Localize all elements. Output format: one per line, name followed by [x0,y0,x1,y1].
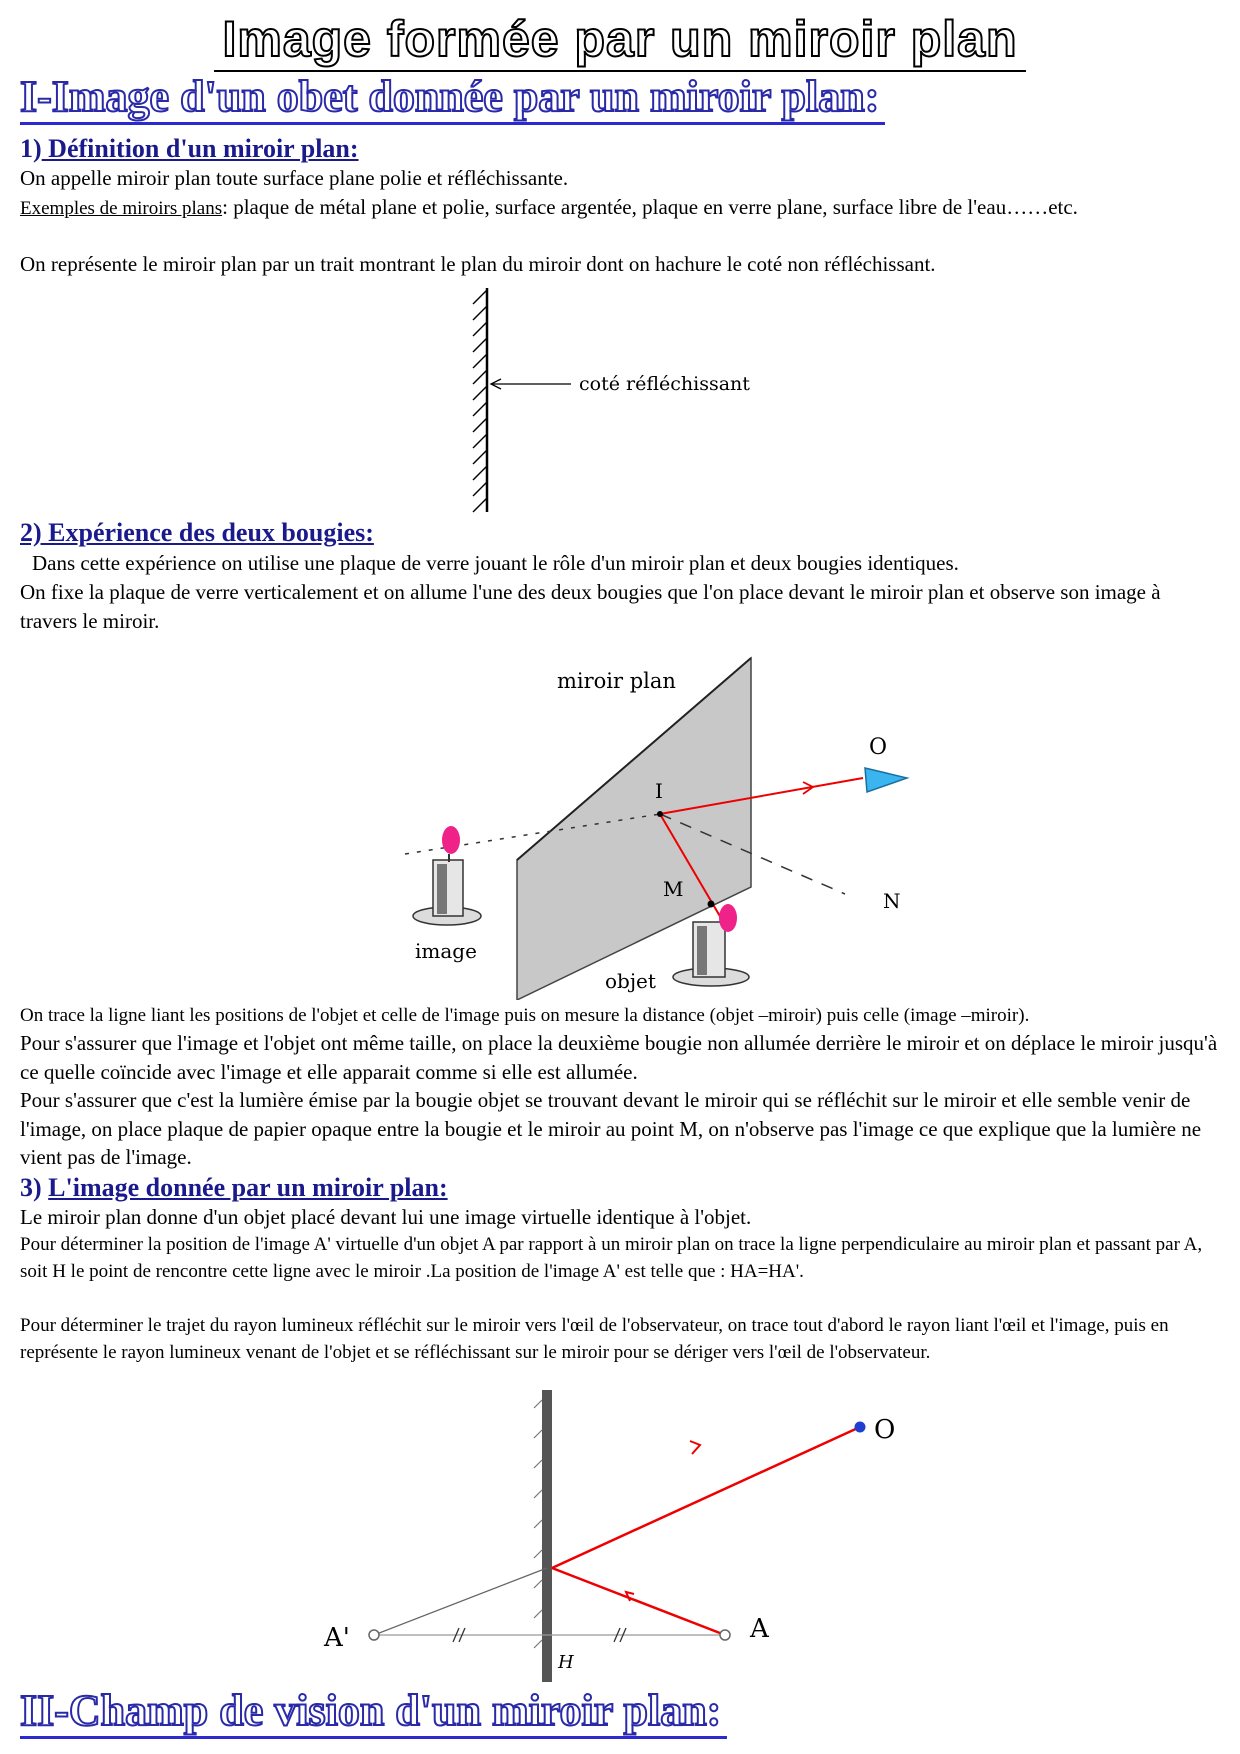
representation-text: On représente le miroir plan par un trait montrant le plan du miroir dont on hachure le coté non réfléchissant. [20,252,936,276]
image-construction-figure [270,1390,950,1682]
ray-path-text: Pour déterminer le trajet du rayon lumineux réfléchit sur le miroir vers l'œil de l'observateur, on trace tout d'abord le rayon liant l'œil et l'image, puis en représente le rayon lumineux venant de l'objet et se réfléchissant sur le miroir pour se dériger vers l'œil de l'observateur. [20,1315,1169,1363]
page-title: Image formée par un miroir plan [0,10,1240,72]
definition-text: On appelle miroir plan toute surface plane polie et réfléchissante. [20,166,569,190]
svg-text:O: O [874,1415,896,1445]
mirror-label: miroir plan [557,669,676,693]
reflecting-side-label: coté réfléchissant [579,373,750,395]
subsection-2-heading: 2) Expérience des deux bougies: [20,518,374,547]
subsection-3-heading: 3) L'image donnée par un miroir plan: [20,1173,448,1202]
experiment-measure-text: On trace la ligne liant les positions de l'objet et celle de l'image puis on mesure la distance (objet –miroir) puis celle (image –miroir). [20,1005,1030,1026]
subsection-1-heading: 1) Définition d'un miroir plan: [20,134,359,163]
svg-text:objet: objet [605,969,656,993]
svg-text:N: N [883,889,901,913]
svg-text:image: image [415,939,477,963]
eye-icon [865,768,907,792]
examples-text: Exemples de miroirs plans: plaque de métal plane et polie, surface argentée, plaque en verre plane, surface libre de l'eau……etc. [20,195,1078,219]
svg-text:A': A' [324,1623,350,1653]
mirror-symbol-figure [455,280,785,518]
experiment-setup: On fixe la plaque de verre verticalement et on allume l'une des deux bougies que l'on place devant le miroir plan et observe son image à travers le miroir. [20,580,1161,633]
svg-text:O: O [869,735,888,760]
svg-text:I: I [655,779,663,803]
experiment-size-text: Pour s'assurer que l'image et l'objet ont même taille, on place la deuxième bougie non allumée derrière le miroir et on déplace le miroir jusqu'à ce quelle coïncide avec l'image et elle apparait comme si elle est allumée. [20,1031,1218,1084]
image-position-text: Pour déterminer la position de l'image A' virtuelle d'un objet A par rapport à un miroir plan on trace la ligne perpendiculaire au miroir plan et passant par A, soit H le point de rencontre cette ligne avec le miroir .La position de l'image A' est telle que : HA=HA'. [20,1234,1203,1282]
section-2-heading: II-Champ de vision d'un miroir plan: [20,1686,727,1739]
experiment-intro: Dans cette expérience on utilise une plaque de verre jouant le rôle d'un miroir plan et deux bougies identiques. [32,551,959,575]
two-candles-figure [345,632,945,1000]
image-candle-icon [413,826,481,925]
svg-text:A: A [750,1614,769,1644]
image-definition-text: Le miroir plan donne d'un objet placé devant lui une image virtuelle identique à l'objet. [20,1205,752,1229]
section-1-heading: I-Image d'un obet donnée par un miroir plan: [20,72,885,125]
plane-mirror [542,1390,552,1682]
experiment-light-text: Pour s'assurer que c'est la lumière émise par la bougie objet se trouvant devant le miroir qui se réfléchit sur le miroir et elle semble venir de l'image, on place plaque de papier opaque entre la bougie et le miroir au point M, on n'observe pas l'image ce que explique que la lumière ne vient pas de l'image. [20,1088,1202,1169]
svg-text:H: H [558,1652,574,1673]
svg-text:M: M [663,877,684,901]
